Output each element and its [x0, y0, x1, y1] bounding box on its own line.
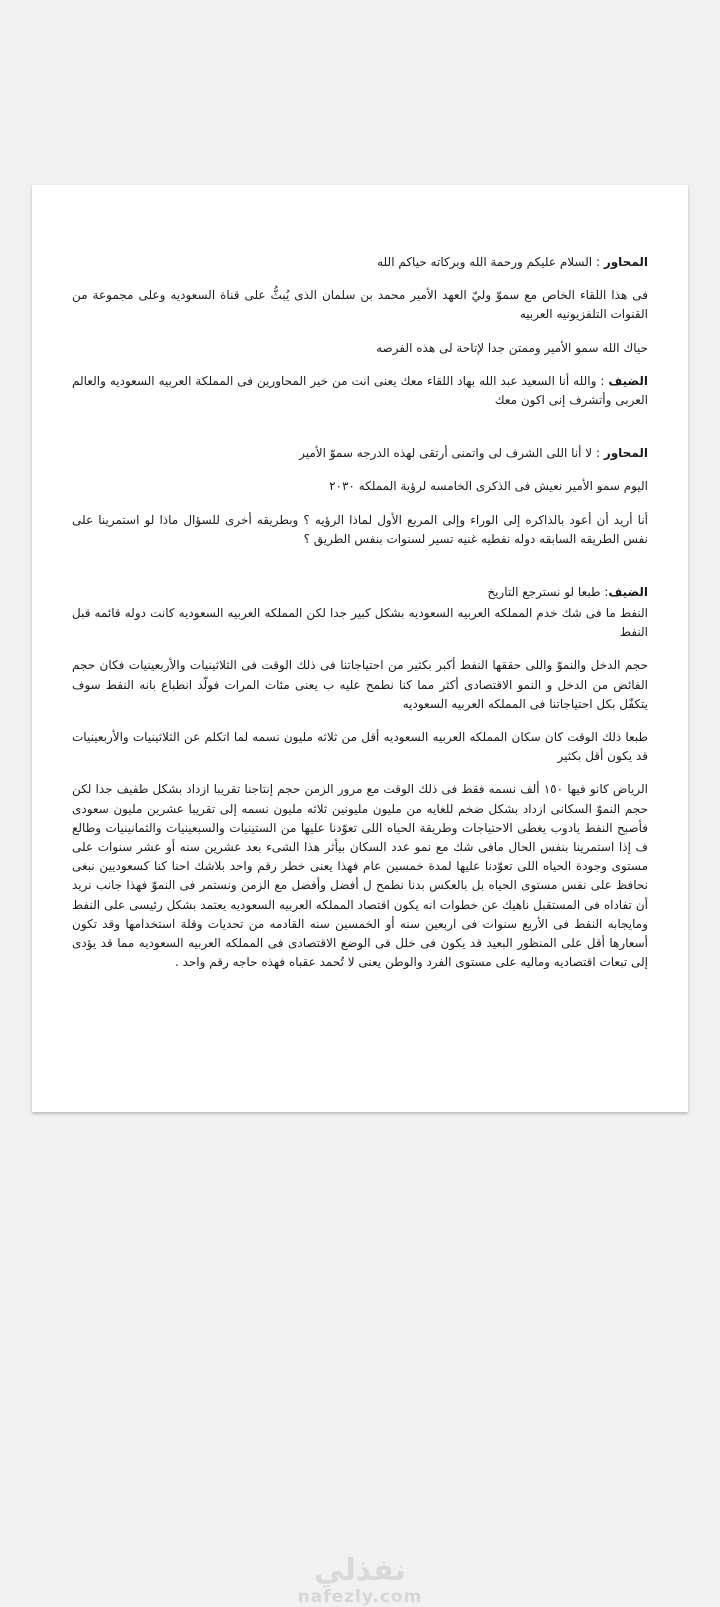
paragraph-text: اليوم سمو الأمير نعيش فى الذكرى الخامسه لرؤية المملكه ٢٠٣٠ [329, 479, 648, 494]
speaker-label: الضيف [608, 373, 648, 388]
dialogue-paragraph [72, 444, 648, 463]
dialogue-paragraph [72, 780, 648, 972]
dialogue-paragraph [72, 728, 648, 766]
paragraph-text: : السلام عليكم ورحمة الله وبركاته حياكم الله [377, 255, 604, 269]
paragraph-text: الرياض كانو فيها ١٥٠ ألف نسمه فقط فى ذلك الوقت مع مرور الزمن حجم إنتاجنا تقريبا ازداد بشكل طفيف جدا لكن حجم النموّ السكانى ازداد بشكل ضخم للغايه من مليون مليونين ثلاثه مليون نسمه إلى تقريبا عشرين مليون سعودى فأصبح النفط يادوب يغطى الاحتياجات وطريقة الحياه اللى تعوّدنا عليها من الستينيات والسبعينيات والثمانينيات وطالع ف إذا استمرينا بنفس الحال مافى شك مع نمو عدد السكان بيأثر هذا الشىء بعد عشرين سنه أو عشر سنوات على مستوى وجودة الحياه اللى تعوّدنا عليها لمدة خمسين عام فهذا يعنى خطر رقم واحد بلاشك احنا كنا كسعوديين نبغى نحافظ على نفس مستوى الحياه بل بالعكس بدنا نطمح ل أفضل وأفضل مع الزمن ونستمر فى النموّ فهذا جانب نريد أن تفاداه فى المستقبل ناهيك عن خطوات انه يكون اقتصاد المملكه العربيه السعوديه يعتمد بشكل رئيسى على النفط ومايجابه النفط فى الأربع سنوات فى اربعين سنه أو الخمسين سنه القادمه من تحديات وقلة استخدامها وقد تكون أسعارها أقل على المنظور البعيد قد يكون فى خلل فى الوضع الاقتصادى فى المملكه العربيه السعوديه مما قد يؤدى إلى تبعات اقتصاديه وماليه على مستوى الفرد والوطن يعنى لا تُحمد عقباه فهذه حاجه رقم واحد . [72, 782, 649, 970]
nafezly-logo-arabic: نفذلي [314, 1553, 406, 1588]
dialogue-paragraph [72, 477, 648, 496]
paragraph-text: حجم الدخل والنموّ واللى حققها النفط أكبر بكثير من احتياجاتنا فى ذلك الوقت فى الثلاثينيات والأربعينيات فكان حجم الفائض من الدخل و النمو الاقتصادى أكثر مما كنا نطمح عليه ب يعنى مئات المرات فولّد انطباع بانه النفط سوف يتكفّل بكل احتياجاتنا فى المملكه العربيه السعوديه [72, 658, 648, 711]
dialogue-paragraph [72, 511, 648, 549]
nafezly-watermark [0, 1553, 720, 1607]
dialogue-paragraph [72, 253, 648, 272]
speaker-label: الضيف [608, 584, 648, 599]
paragraph-text: النفط ما فى شك خدم المملكه العربيه السعوديه بشكل كبير جدا لكن المملكه العربيه السعوديه كانت دوله قائمه قبل النفط [72, 606, 648, 640]
document-page [32, 185, 688, 1112]
dialogue-paragraph [72, 656, 648, 714]
speaker-label: المحاور [603, 446, 648, 461]
document-content [32, 185, 688, 972]
paragraph-text: حياك الله سمو الأمير وممتن جدا لإتاحة لى هذه الفرصه [376, 340, 648, 355]
paragraph-text: : طبعا لو نسترجع التاريخ [487, 584, 609, 599]
paragraph-text: طبعا ذلك الوقت كان سكان المملكه العربيه السعوديه أقل من ثلاثه مليون نسمه لما اتكلم عن الثلاثينيات والأربعينيات قد يكون أقل بكثير [72, 730, 648, 764]
speaker-label: المحاور [603, 255, 648, 269]
dialogue-paragraph [72, 339, 648, 358]
paragraph-text: : والله أنا السعيد عبد الله بهاد اللقاء معك يعنى انت من خير المحاورين فى المملكة العربيه السعوديه والعالم العربى وأتشرف إنى اكون معك [72, 373, 648, 407]
paragraph-text: : لا أنا اللى الشرف لى واتمنى أرتقى لهذه الدرجه سموّ الأمير [299, 446, 604, 461]
dialogue-paragraph [72, 583, 648, 602]
paragraph-text: أنا أريد أن أعود بالذاكره إلى الوراء وإلى المربع الأول لماذا الرؤيه ؟ وبطريقه أخرى للسؤال ماذا لو استمرينا على نفس الطريقه السابقه دوله نفطيه غنيه تسير لسنوات بنفس الطريق ؟ [72, 512, 648, 546]
paragraph-text: فى هذا اللقاء الخاص مع سموّ وليّ العهد الأمير محمد بن سلمان الذى يُبثُّ على قناة السعوديه وعلى مجموعة من القنوات التلفزيونيه العربيه [72, 288, 648, 322]
dialogue-paragraph [72, 604, 648, 642]
dialogue-paragraph [72, 372, 648, 410]
dialogue-paragraph [72, 286, 648, 324]
nafezly-domain-text: nafezly.com [297, 1587, 423, 1607]
